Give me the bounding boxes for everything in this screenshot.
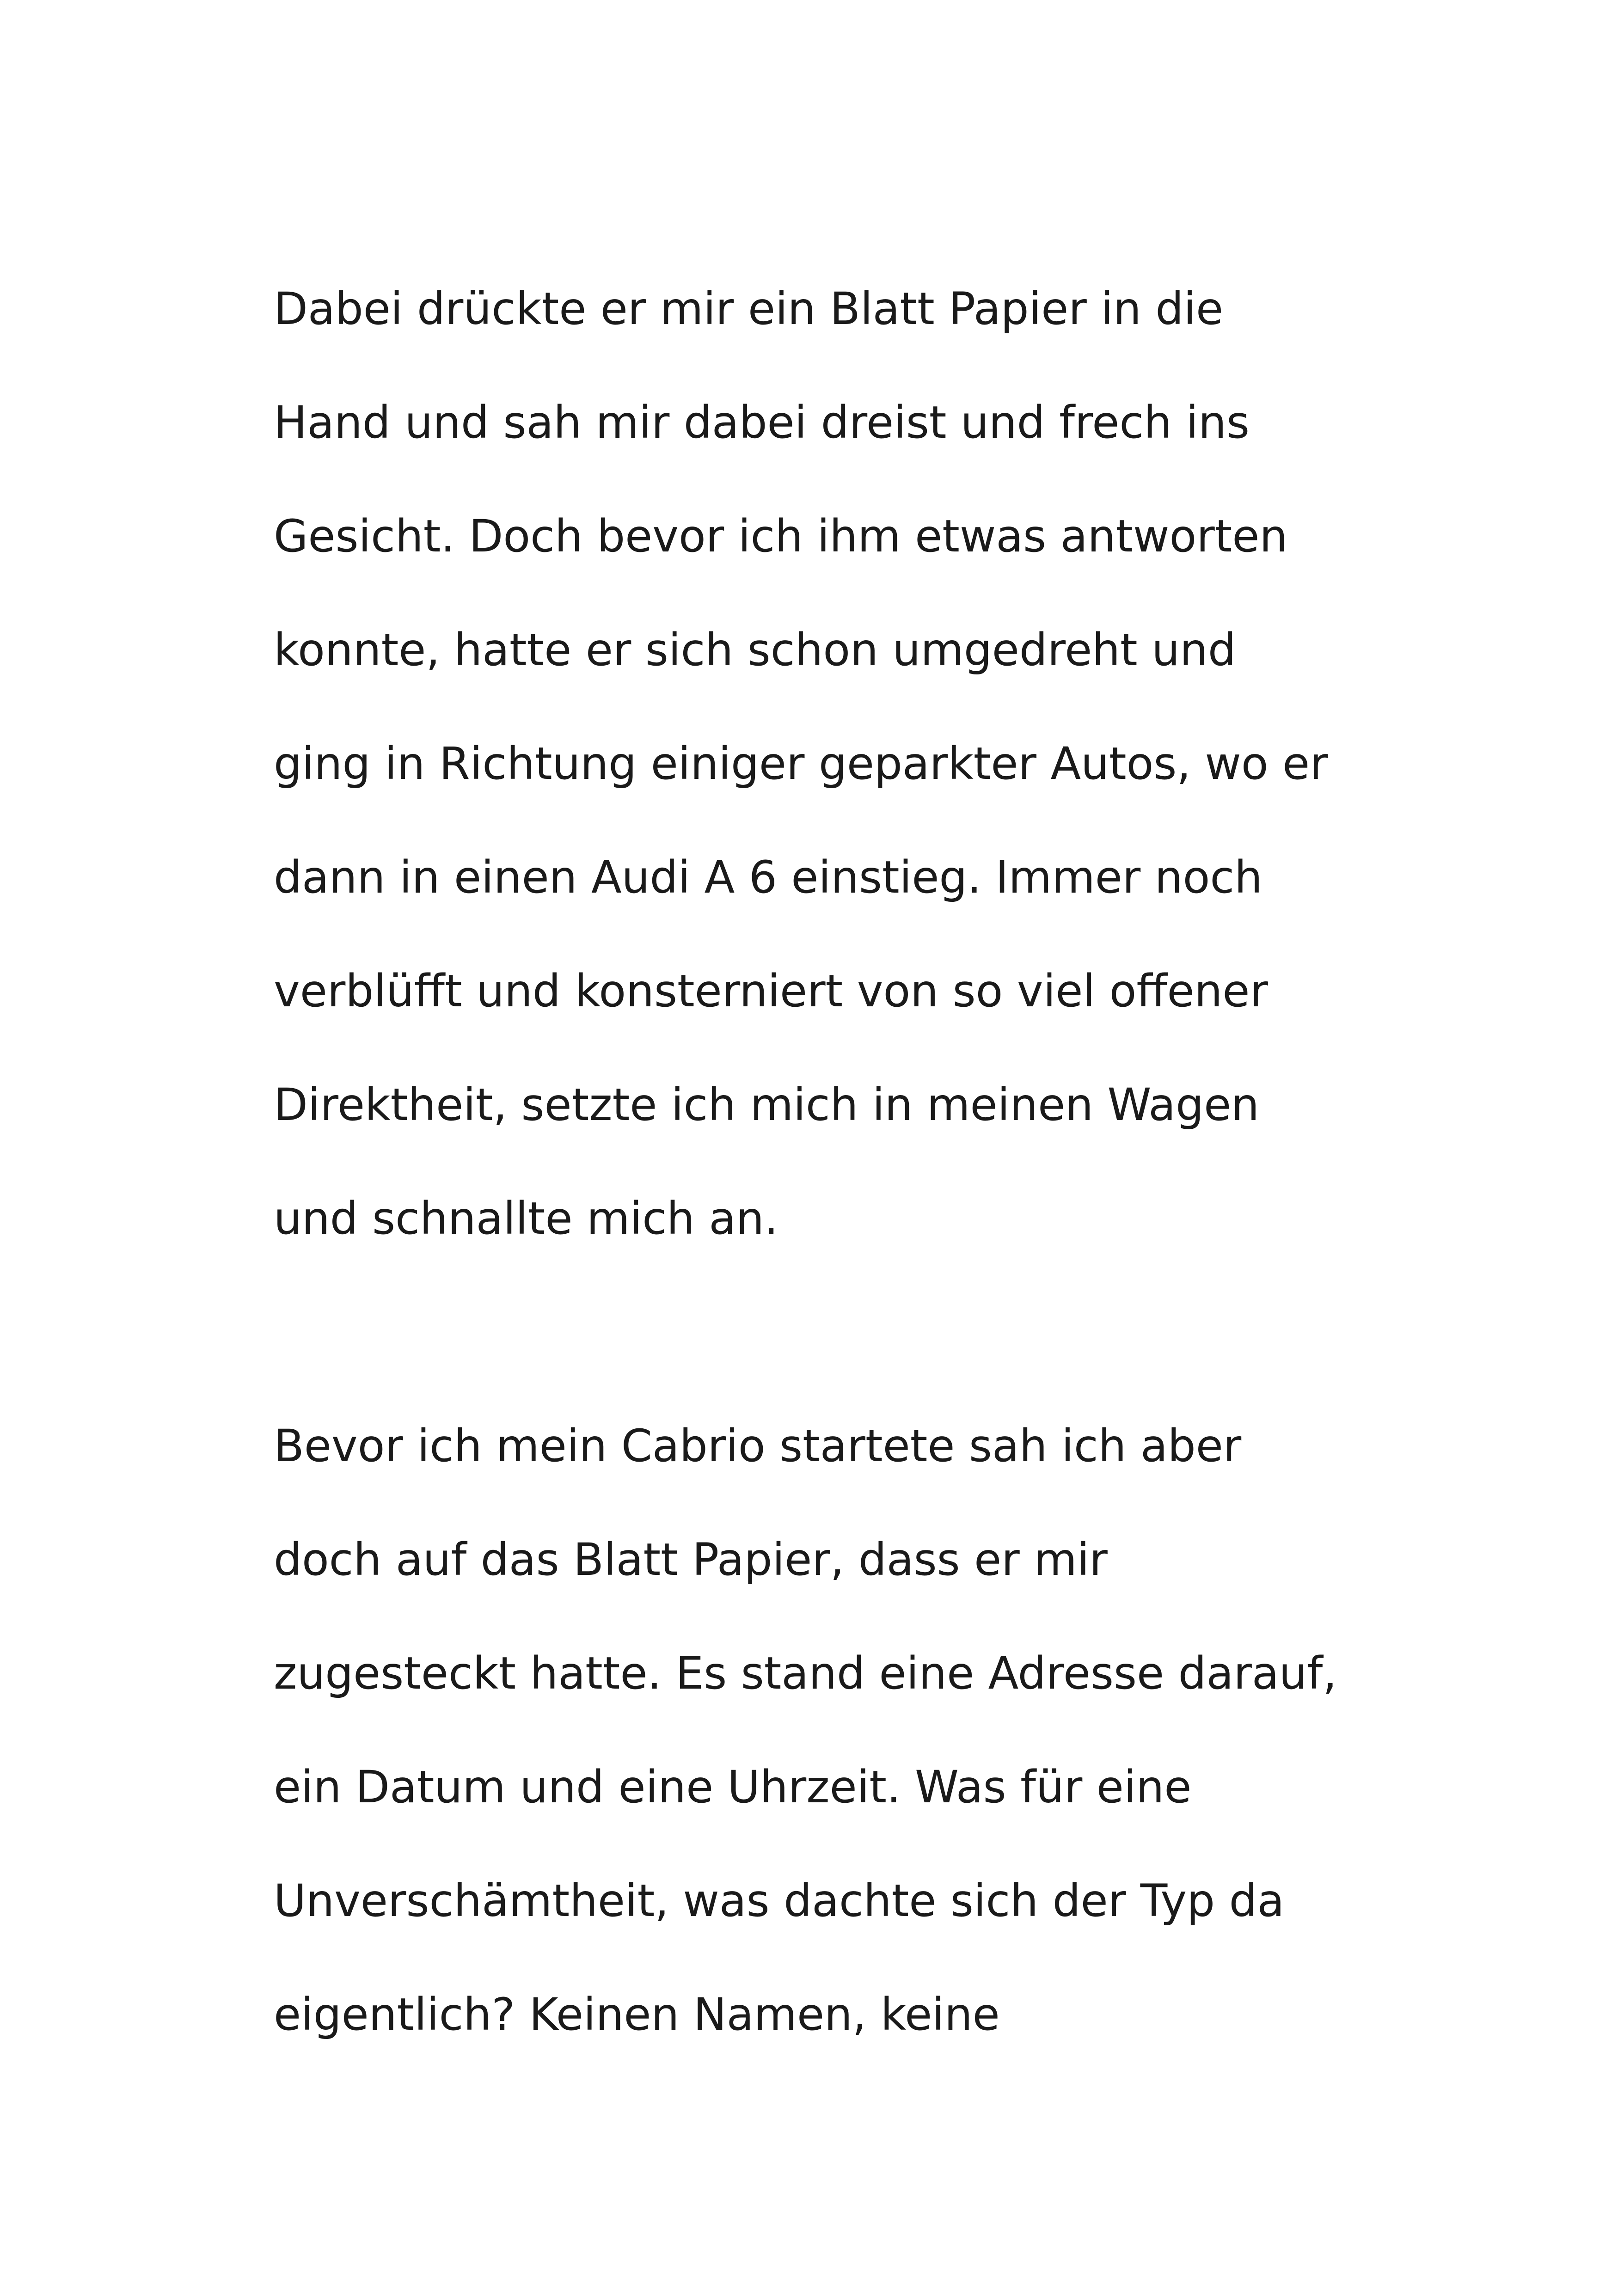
text-line: verblüfft und konsterniert von so viel offener bbox=[274, 965, 1268, 1017]
text-line: und schnallte mich an. bbox=[274, 1193, 778, 1244]
text-line: Dabei drückte er mir ein Blatt Papier in die bbox=[274, 283, 1224, 335]
text-line: zugesteckt hatte. Es stand eine Adresse darauf, bbox=[274, 1647, 1337, 1699]
text-line: Unverschämtheit, was dachte sich der Typ da bbox=[274, 1875, 1285, 1927]
text-line: konnte, hatte er sich schon umgedreht und bbox=[274, 624, 1236, 676]
text-line: doch auf das Blatt Papier, dass er mir bbox=[274, 1534, 1108, 1586]
text-line: eigentlich? Keinen Namen, keine bbox=[274, 1989, 1000, 2040]
text-line: Bevor ich mein Cabrio startete sah ich aber bbox=[274, 1420, 1242, 1472]
text-line: dann in einen Audi A 6 einstieg. Immer noch bbox=[274, 851, 1263, 903]
text-line: ein Datum und eine Uhrzeit. Was für eine bbox=[274, 1761, 1192, 1813]
text-line: Hand und sah mir dabei dreist und frech ins bbox=[274, 397, 1250, 448]
text-line: ging in Richtung einiger geparkter Autos, wo er bbox=[274, 738, 1328, 790]
text-line: Gesicht. Doch bevor ich ihm etwas antworten bbox=[274, 510, 1288, 562]
text-line: Direktheit, setzte ich mich in meinen Wagen bbox=[274, 1079, 1259, 1131]
